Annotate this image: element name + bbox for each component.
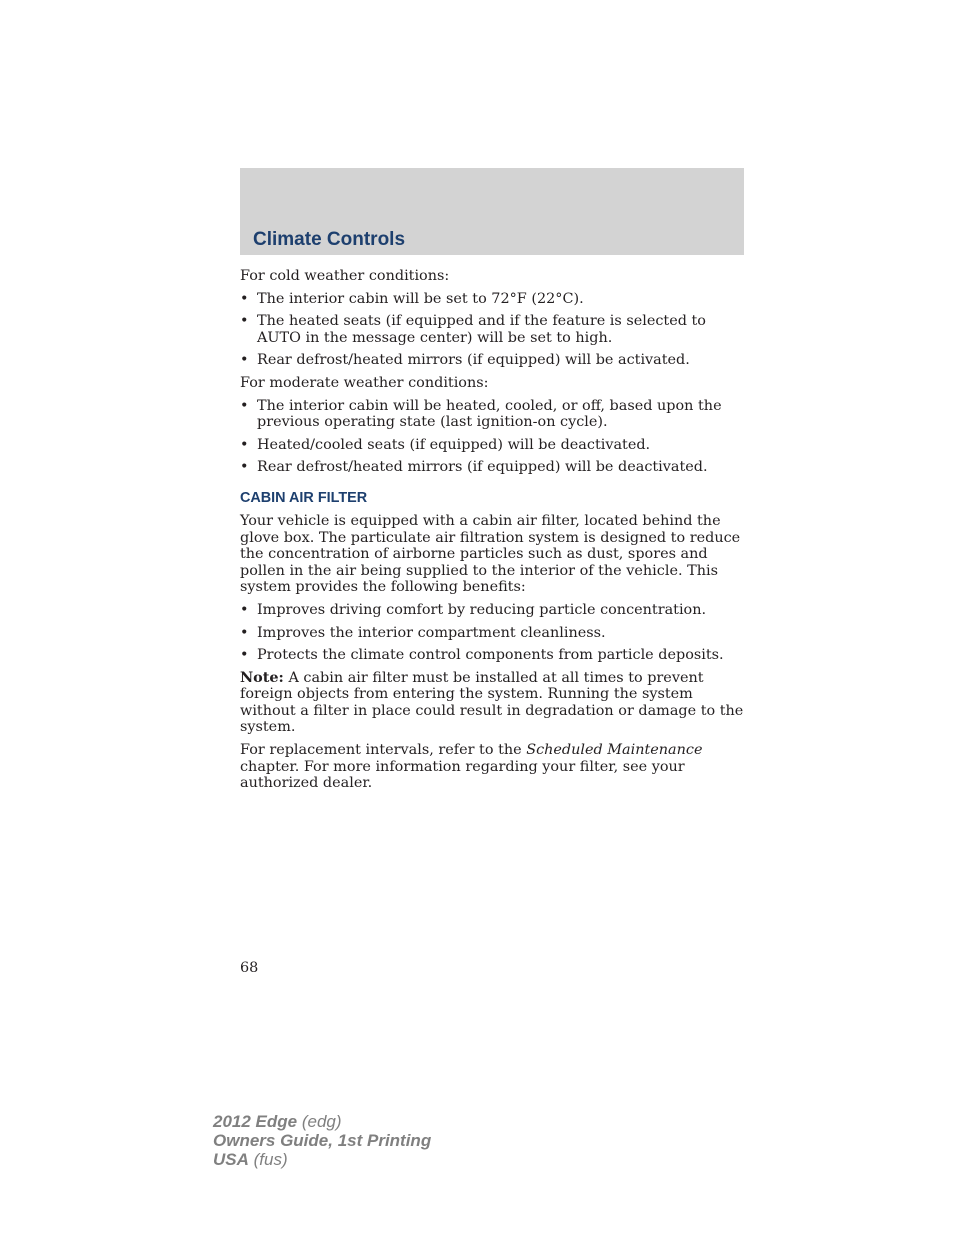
list-item — [240, 437, 744, 454]
list-item — [240, 313, 744, 346]
bullet-icon: • — [240, 290, 249, 307]
list-item-text: Protects the climate control components from particle deposits. — [257, 647, 724, 664]
moderate-weather-intro: For moderate weather conditions: — [240, 374, 489, 391]
list-item-text: Rear defrost/heated mirrors (if equipped) will be activated. — [257, 352, 690, 369]
footer-region-name: USA — [213, 1150, 249, 1169]
list-item — [240, 291, 744, 308]
footer-model-code: (edg) — [297, 1112, 342, 1131]
list-item-text: The interior cabin will be heated, cooled, or off, based upon the previous operating state (last ignition-on cycle). — [257, 397, 722, 431]
page-number: 68 — [240, 960, 259, 976]
bullet-icon: • — [240, 459, 249, 476]
list-item-text: The interior cabin will be set to 72°F (22°C). — [257, 290, 584, 307]
note-label: Note: — [240, 668, 284, 686]
bullet-icon: • — [240, 647, 249, 664]
replacement-paragraph — [240, 742, 744, 792]
list-item — [240, 459, 744, 476]
bullet-icon: • — [240, 352, 249, 369]
list-item-text: Improves driving comfort by reducing particle concentration. — [257, 601, 707, 618]
bullet-icon: • — [240, 397, 249, 414]
footer-model-name: 2012 Edge — [213, 1112, 298, 1131]
section-header-band — [240, 168, 744, 255]
note-text: A cabin air filter must be installed at all times to prevent foreign objects from entering the system. Running the system without a filter in place could result in degradation or damage to the system. — [240, 669, 744, 736]
footer-line-region — [213, 1150, 431, 1169]
document-footer — [213, 1112, 431, 1169]
chapter-reference: Scheduled Maintenance — [526, 742, 703, 759]
bullet-icon: • — [240, 601, 249, 618]
footer-line-model — [213, 1112, 431, 1131]
list-item — [240, 398, 744, 431]
note-paragraph — [240, 670, 744, 736]
page-content — [240, 268, 744, 798]
moderate-weather-list — [240, 398, 744, 476]
section-title: Climate Controls — [253, 229, 406, 250]
bullet-icon: • — [240, 313, 249, 330]
cabin-air-filter-intro: Your vehicle is equipped with a cabin air filter, located behind the glove box. The particulate air filtration system is designed to reduce the concentration of airborne particles such as dust, spores and pollen in the air being supplied to the interior of the vehicle. This system provides the following benefits: — [240, 512, 741, 596]
list-item-text: Rear defrost/heated mirrors (if equipped) will be deactivated. — [257, 459, 708, 476]
replacement-text-before: For replacement intervals, refer to the — [240, 742, 527, 759]
list-item — [240, 625, 744, 642]
bullet-icon: • — [240, 624, 249, 641]
replacement-text-after: chapter. For more information regarding your filter, see your authorized dealer. — [240, 758, 685, 792]
bullet-icon: • — [240, 436, 249, 453]
list-item-text: The heated seats (if equipped and if the feature is selected to AUTO in the message center) will be set to high. — [257, 313, 706, 346]
list-item — [240, 647, 744, 664]
list-item — [240, 352, 744, 369]
list-item — [240, 602, 744, 619]
footer-line-printing: Owners Guide, 1st Printing — [213, 1131, 432, 1150]
cabin-air-filter-benefits-list — [240, 602, 744, 664]
footer-region-code: (fus) — [248, 1150, 288, 1169]
cold-weather-list — [240, 291, 744, 369]
cold-weather-intro: For cold weather conditions: — [240, 268, 450, 284]
list-item-text: Improves the interior compartment cleanliness. — [257, 624, 606, 641]
list-item-text: Heated/cooled seats (if equipped) will be deactivated. — [257, 436, 651, 453]
cabin-air-filter-heading: CABIN AIR FILTER — [240, 489, 368, 506]
